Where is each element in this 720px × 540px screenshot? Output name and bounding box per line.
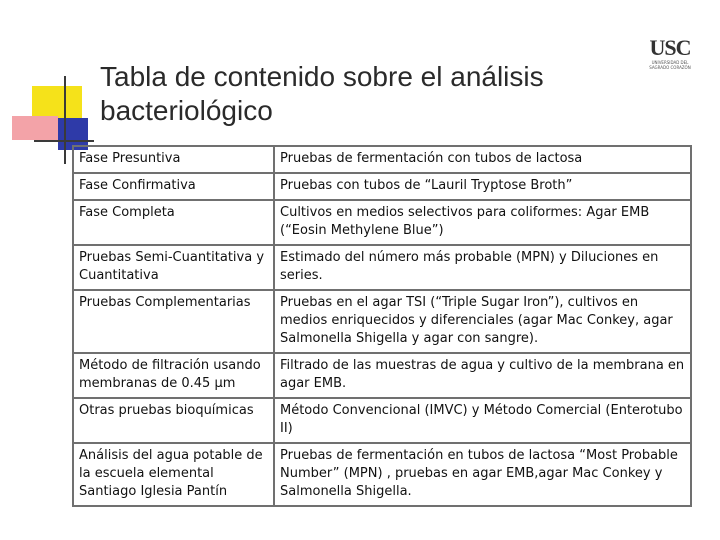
slide-title: Tabla de contenido sobre el análisis bacteriológico [100,61,544,126]
row-label: Pruebas Semi-Cuantitativa y Cuantitativa [73,245,274,290]
row-label: Pruebas Complementarias [73,290,274,353]
table-row [73,146,691,173]
row-label: Fase Presuntiva [73,146,274,173]
usc-logo [648,36,692,78]
row-description: Pruebas con tubos de “Lauril Tryptose Broth” [274,173,691,200]
row-description: Pruebas de fermentación con tubos de lactosa [274,146,691,173]
row-label: Fase Confirmativa [73,173,274,200]
logo-text: USC [649,35,691,60]
decor-vertical-line [64,76,66,164]
row-description: Pruebas en el agar TSI (“Triple Sugar Iron”), cultivos en medios enriquecidos y diferenciales (agar Mac Conkey, agar Salmonella Shigella y agar con sangre). [274,290,691,353]
row-label: Otras pruebas bioquímicas [73,398,274,443]
logo-subtext: UNIVERSIDAD DEL SAGRADO CORAZÓN [649,60,691,70]
table-row [73,290,691,353]
decor-red-square [12,116,58,140]
row-description: Filtrado de las muestras de agua y cultivo de la membrana en agar EMB. [274,353,691,398]
table-row [73,398,691,443]
row-description: Cultivos en medios selectivos para coliformes: Agar EMB (“Eosin Methylene Blue”) [274,200,691,245]
table-row [73,353,691,398]
row-description: Pruebas de fermentación en tubos de lactosa “Most Probable Number” (MPN) , pruebas en agar EMB,agar Mac Conkey y Salmonella Shigella. [274,443,691,506]
row-label: Análisis del agua potable de la escuela elemental Santiago Iglesia Pantín [73,443,274,506]
row-description: Estimado del número más probable (MPN) y Diluciones en series. [274,245,691,290]
decor-horizontal-line [34,140,94,142]
table-row [73,245,691,290]
row-description: Método Convencional (IMVC) y Método Comercial (Enterotubo II) [274,398,691,443]
row-label: Método de filtración usando membranas de 0.45 µm [73,353,274,398]
table-row [73,173,691,200]
table-row [73,200,691,245]
table-row [73,443,691,506]
row-label: Fase Completa [73,200,274,245]
content-table [72,145,692,507]
